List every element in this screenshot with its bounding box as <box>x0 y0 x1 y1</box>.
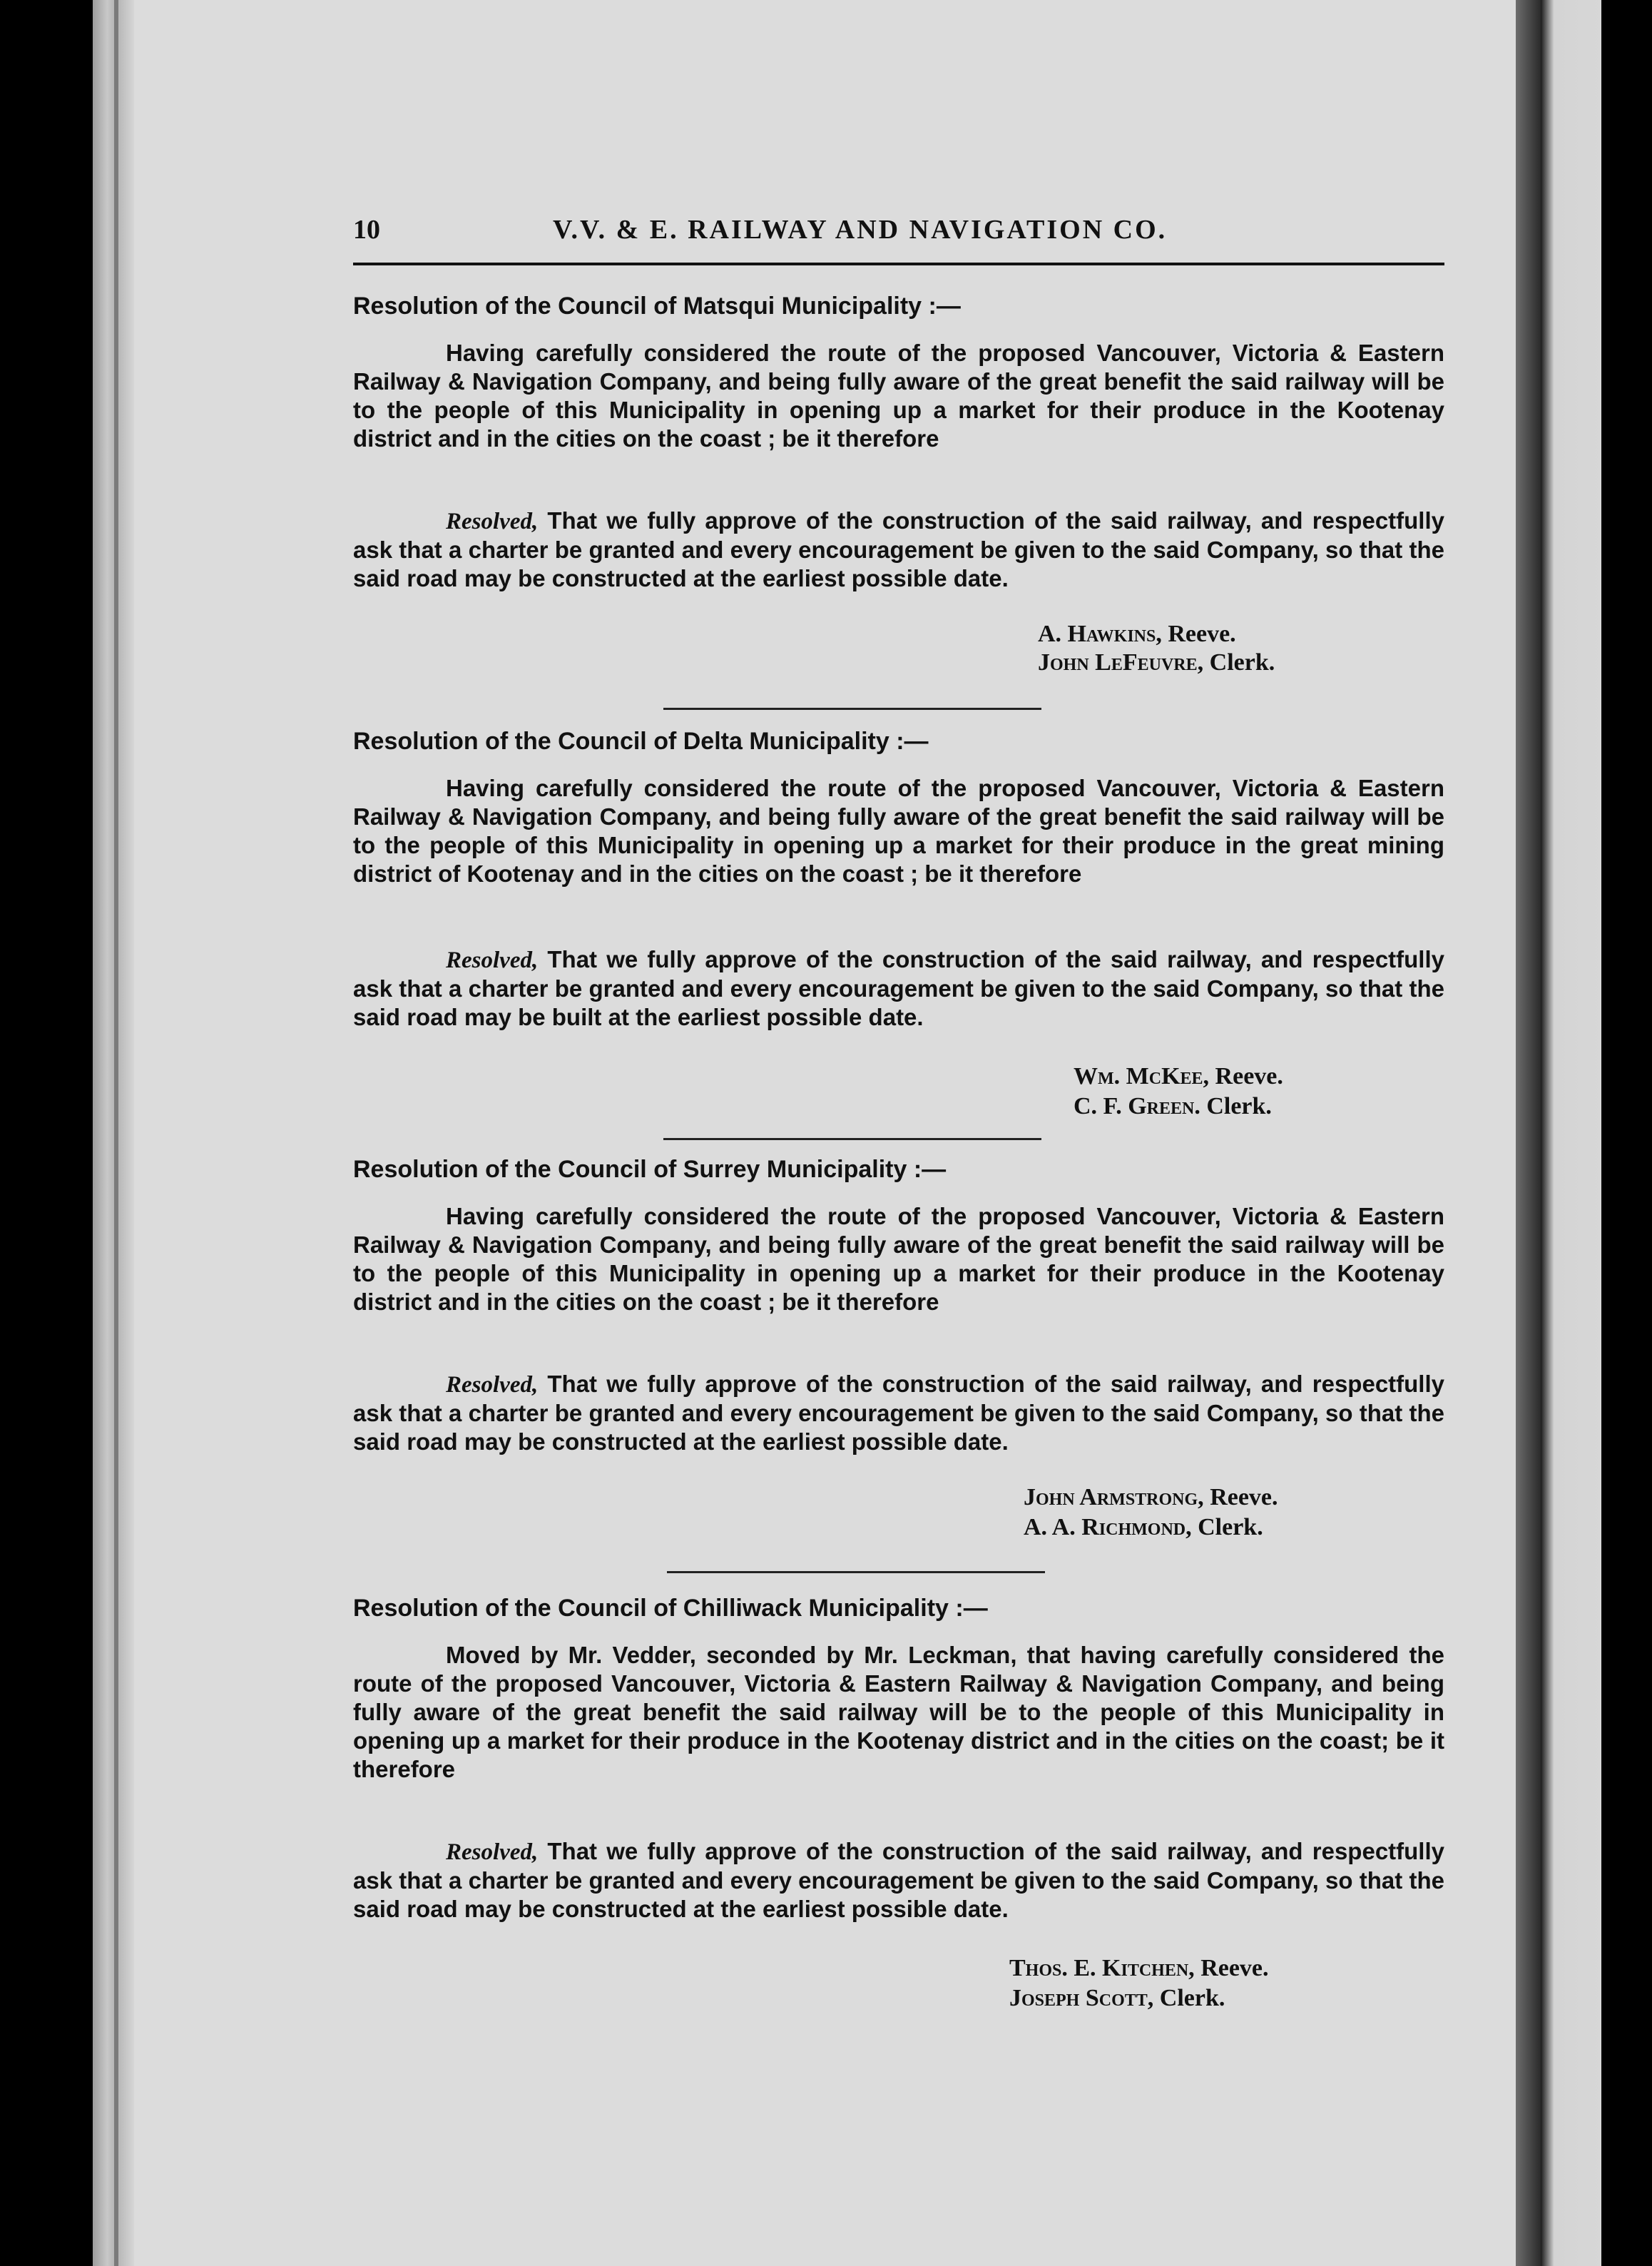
signatory-role: Reeve. <box>1161 621 1236 647</box>
resolution-title-surrey: Resolution of the Council of Surrey Municipality :— <box>353 1156 947 1183</box>
resolved-text: That we fully approve of the construction of the said railway, and respectfully ask that a charter be granted and every encouragement be given to the said Company, so that the said road may be built at the earliest possible date. <box>353 946 1444 1030</box>
signatory-role: Clerk. <box>1203 649 1275 676</box>
page-edge-shadow <box>1516 0 1541 2266</box>
signature-clerk-delta <box>1074 1093 1272 1120</box>
resolved-text: That we fully approve of the construction of the said railway, and respectfully ask that a charter be granted and every encouragement be given to the said Company, so that the said road may be constructed at the earliest possible date. <box>353 1371 1444 1455</box>
signature-clerk-surrey <box>1024 1514 1263 1541</box>
binding-line <box>114 0 118 2266</box>
resolved-word: Resolved, <box>446 947 539 973</box>
signatory-name: A. A. Richmond, <box>1024 1514 1192 1540</box>
resolved-text: That we fully approve of the construction of the said railway, and respectfully ask that a charter be granted and every encouragement be given to the said Company, so that the said road may be constructed at the earliest possible date. <box>353 1838 1444 1922</box>
resolution-body-surrey: Having carefully considered the route of the proposed Vancouver, Victoria & Eastern Railway & Navigation Company, and being fully aware of the great benefit the said railway will be to the people of this Municipality in opening up a market for their produce in the Kootenay district and in the cities on the coast ; be it therefore <box>353 1203 1444 1315</box>
signature-clerk-matsqui <box>1038 649 1275 676</box>
resolution-body-chilliwack: Moved by Mr. Vedder, seconded by Mr. Leckman, that having carefully considered the route of the proposed Vancouver, Victoria & Eastern Railway & Navigation Company, and being fully aware of the great benefit the said railway will be to the people of this Municipality in opening up a market for their produce in the Kootenay district and in the cities on the coast; be it therefore <box>353 1642 1444 1782</box>
section-divider <box>667 1571 1045 1573</box>
signatory-name: Joseph Scott, <box>1009 1985 1154 2011</box>
signature-reeve-delta <box>1074 1063 1283 1090</box>
page-header <box>353 207 1444 257</box>
resolution-title-chilliwack: Resolution of the Council of Chilliwack Municipality :— <box>353 1595 988 1622</box>
signatory-name: A. Hawkins, <box>1038 621 1162 647</box>
signature-reeve-surrey <box>1024 1484 1278 1511</box>
section-divider <box>663 1138 1041 1140</box>
signatory-role: Clerk. <box>1153 1985 1225 2011</box>
scan-border <box>1601 0 1652 2266</box>
resolved-paragraph-surrey <box>353 1370 1444 1456</box>
resolution-body-matsqui: Having carefully considered the route of the proposed Vancouver, Victoria & Eastern Railway & Navigation Company, and being fully aware of the great benefit the said railway will be to the people of this Municipality in opening up a market for their produce in the Kootenay district and in the cities on the coast ; be it therefore <box>353 340 1444 452</box>
document-page <box>353 207 1444 2033</box>
section-divider <box>663 708 1041 710</box>
signature-reeve-chilliwack <box>1009 1955 1269 1982</box>
resolution-body-delta: Having carefully considered the route of the proposed Vancouver, Victoria & Eastern Railway & Navigation Company, and being fully aware of the great benefit the said railway will be to the people of this Municipality in opening up a market for their produce in the great mining district of Kootenay and in the cities on the coast ; be it therefore <box>353 775 1444 887</box>
resolved-paragraph-matsqui <box>353 507 1444 593</box>
signatory-name: Thos. E. Kitchen, <box>1009 1955 1195 1981</box>
page-number: 10 <box>353 215 380 245</box>
signatory-name: Wm. McKee, <box>1074 1063 1210 1089</box>
signatory-role: Reeve. <box>1209 1063 1283 1089</box>
signature-reeve-matsqui <box>1038 621 1236 648</box>
resolved-word: Resolved, <box>446 1839 539 1865</box>
signatory-name: C. F. Green. <box>1074 1093 1200 1119</box>
signatory-role: Clerk. <box>1191 1514 1263 1540</box>
resolution-title-matsqui: Resolution of the Council of Matsqui Municipality :— <box>353 293 961 320</box>
signatory-name: John LeFeuvre, <box>1038 649 1204 676</box>
resolved-paragraph-delta <box>353 945 1444 1032</box>
signatory-role: Reeve. <box>1194 1955 1269 1981</box>
signatory-role: Clerk. <box>1200 1093 1272 1119</box>
signature-clerk-chilliwack <box>1009 1985 1225 2012</box>
resolved-word: Resolved, <box>446 1372 539 1398</box>
resolved-text: That we fully approve of the construction of the said railway, and respectfully ask that a charter be granted and every encouragement be given to the said Company, so that the said road may be constructed at the earliest possible date. <box>353 507 1444 591</box>
signatory-role: Reeve. <box>1203 1484 1278 1510</box>
resolved-paragraph-chilliwack <box>353 1837 1444 1924</box>
book-binding-shadow <box>93 0 134 2266</box>
resolved-word: Resolved, <box>446 509 539 534</box>
header-rule <box>353 263 1444 265</box>
running-head: V.V. & E. RAILWAY AND NAVIGATION CO. <box>553 215 1168 245</box>
signatory-name: John Armstrong, <box>1024 1484 1204 1510</box>
resolution-title-delta: Resolution of the Council of Delta Municipality :— <box>353 728 929 755</box>
